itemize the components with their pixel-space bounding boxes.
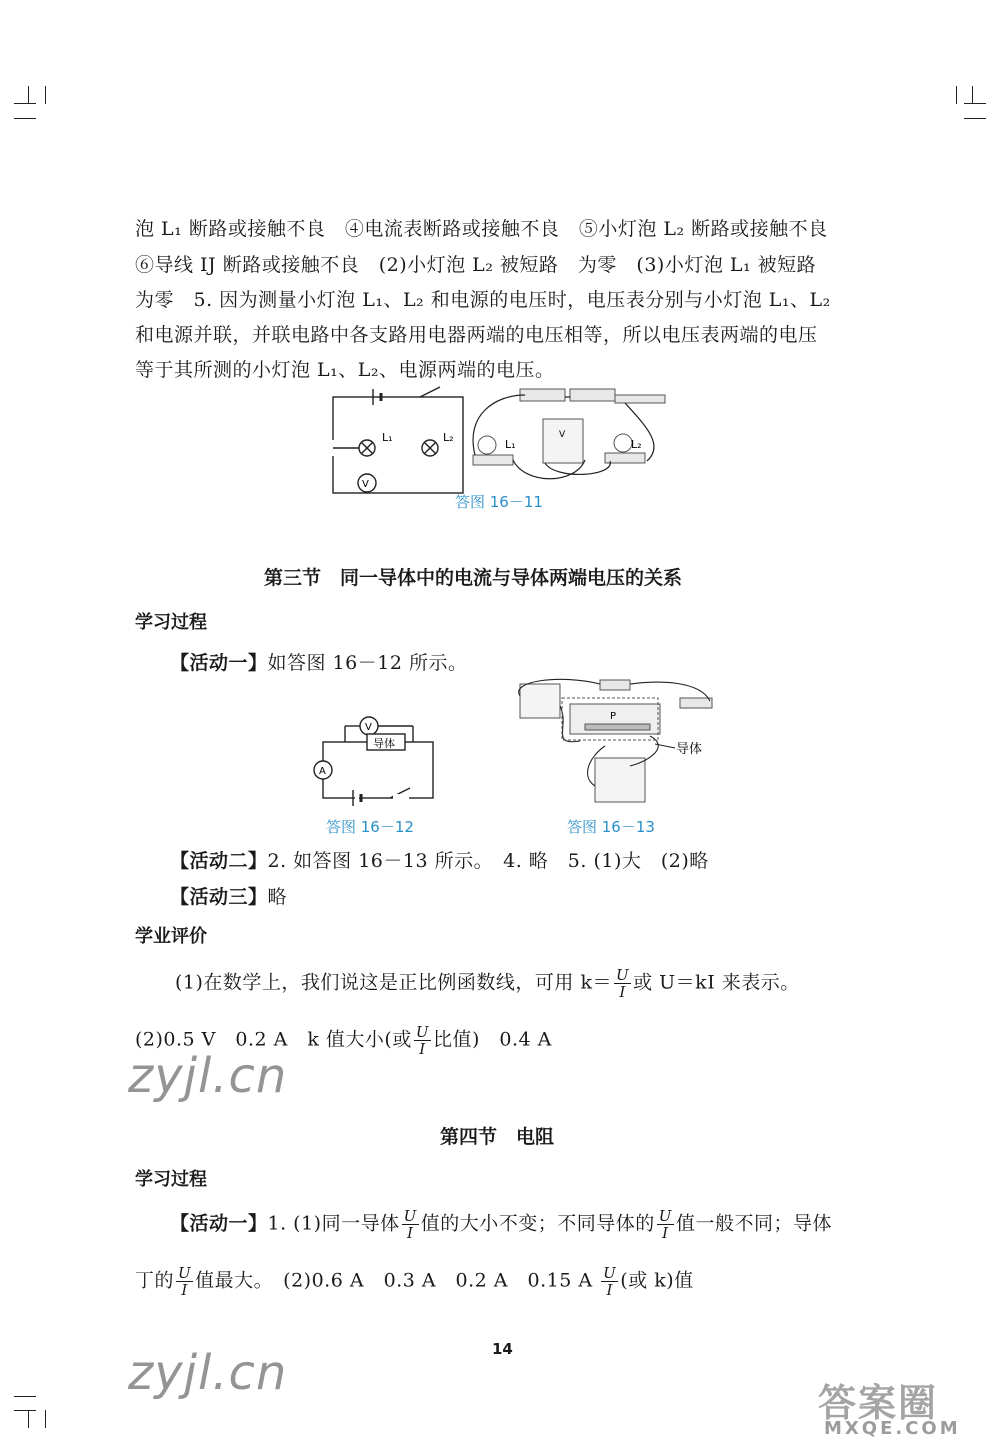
crop-mark <box>964 118 986 119</box>
section-title: 第三节 同一导体中的电流与导体两端电压的关系 <box>264 567 683 589</box>
figure-caption: 答图 16－11 <box>455 493 543 511</box>
text-line: 和电源并联，并联电路中各支路用电器两端的电压相等，所以电压表两端的电压 <box>135 324 818 346</box>
figure-caption: 答图 16－12 <box>326 818 414 836</box>
activity-tag: 【活动一】 <box>170 652 268 674</box>
svg-text:L₂: L₂ <box>631 438 642 451</box>
svg-text:V: V <box>559 430 566 440</box>
evaluation-text: 比值) 0.4 A <box>433 1028 552 1051</box>
label-conductor: 导体 <box>373 737 395 750</box>
evaluation-line <box>175 967 800 1000</box>
label-p: P <box>610 711 617 722</box>
crop-mark <box>964 103 986 104</box>
activity-tag: 【活动三】 <box>170 886 268 908</box>
label-conductor: 导体 <box>676 742 703 757</box>
crop-mark <box>14 1410 36 1411</box>
evaluation-text: 或 U＝kI 来表示。 <box>633 971 800 994</box>
activity-text: 略 <box>267 886 288 908</box>
label-l2: L₂ <box>443 431 454 444</box>
activity-text: 丁的 <box>135 1269 175 1292</box>
crop-mark <box>14 118 36 119</box>
evaluation-text: (1)在数学上，我们说这是正比例函数线，可用 k＝ <box>175 971 612 994</box>
svg-text:L₁: L₁ <box>505 438 516 451</box>
activity-line <box>170 846 709 873</box>
watermark: zyjl.cn <box>128 1048 288 1104</box>
fraction-u-over-i: $\frac{U}{I}$ <box>403 1207 417 1242</box>
text-line: 泡 L₁ 断路或接触不良 ④电流表断路或接触不良 ⑤小灯泡 L₂ 断路或接触不良 <box>135 218 828 240</box>
crop-mark <box>28 86 29 104</box>
fraction-u-over-i: $\frac{U}{I}$ <box>415 1023 429 1058</box>
activity-text: 值一般不同；导体 <box>675 1212 832 1235</box>
text-line: 等于其所测的小灯泡 L₁、L₂、电源两端的电压。 <box>135 359 555 381</box>
text-line: ⑥导线 IJ 断路或接触不良 (2)小灯泡 L₂ 被短路 为零 (3)小灯泡 L₁ 被短路 <box>135 254 817 276</box>
crop-mark <box>956 86 957 104</box>
label-a: A <box>319 766 326 777</box>
crop-mark <box>14 1396 36 1397</box>
evaluation-text: (2)0.5 V 0.2 A k 值大小(或 <box>135 1028 412 1051</box>
fraction-u-over-i: $\frac{U}{I}$ <box>178 1264 192 1299</box>
fraction-u-over-i: $\frac{U}{I}$ <box>603 1264 617 1299</box>
activity-line <box>135 1265 694 1298</box>
watermark-logo <box>818 1372 990 1442</box>
activity-tag: 【活动二】 <box>170 850 268 872</box>
activity-text: 2. 如答图 16－13 所示。 4. 略 5. (1)大 (2)略 <box>267 850 709 872</box>
activity-text: 1. (1)同一导体 <box>267 1212 400 1235</box>
fraction-u-over-i: $\frac{U}{I}$ <box>615 966 630 1001</box>
activity-text: 值的大小不变；不同导体的 <box>420 1212 655 1235</box>
crop-mark <box>28 1410 29 1428</box>
section-heading: 学业评价 <box>135 926 207 947</box>
activity-text: 值最大。 (2)0.6 A 0.3 A 0.2 A 0.15 A <box>195 1269 593 1292</box>
crop-mark <box>45 86 46 104</box>
crop-mark <box>972 86 973 104</box>
text-line: 为零 5. 因为测量小灯泡 L₁、L₂ 和电源的电压时，电压表分别与小灯泡 L₁、L₂ <box>135 289 831 311</box>
section-heading: 学习过程 <box>135 1169 207 1190</box>
section-title: 第四节 电阻 <box>440 1126 555 1148</box>
crop-mark <box>14 103 36 104</box>
label-l1: L₁ <box>382 431 393 444</box>
label-v: V <box>365 722 372 733</box>
activity-line <box>170 648 467 675</box>
activity-tag: 【活动一】 <box>170 1212 268 1235</box>
activity-line <box>170 1208 832 1241</box>
watermark: zyjl.cn <box>128 1345 288 1401</box>
activity-line <box>170 882 287 909</box>
circuit-diagram-16-11 <box>325 385 675 505</box>
page-number: 14 <box>492 1340 513 1358</box>
crop-mark <box>45 1410 46 1428</box>
activity-text: 如答图 16－12 所示。 <box>267 652 468 674</box>
circuit-diagram-16-13 <box>510 676 720 811</box>
fraction-u-over-i: $\frac{U}{I}$ <box>658 1207 672 1242</box>
watermark-logo-text: 答案圈 <box>818 1381 939 1425</box>
circuit-diagram-16-12 <box>305 712 445 812</box>
activity-text: (或 k)值 <box>620 1269 694 1292</box>
label-v: V <box>362 479 369 490</box>
watermark-logo-subtext: MXQE.COM <box>824 1418 961 1439</box>
section-heading: 学习过程 <box>135 612 207 633</box>
figure-caption: 答图 16－13 <box>567 818 655 836</box>
